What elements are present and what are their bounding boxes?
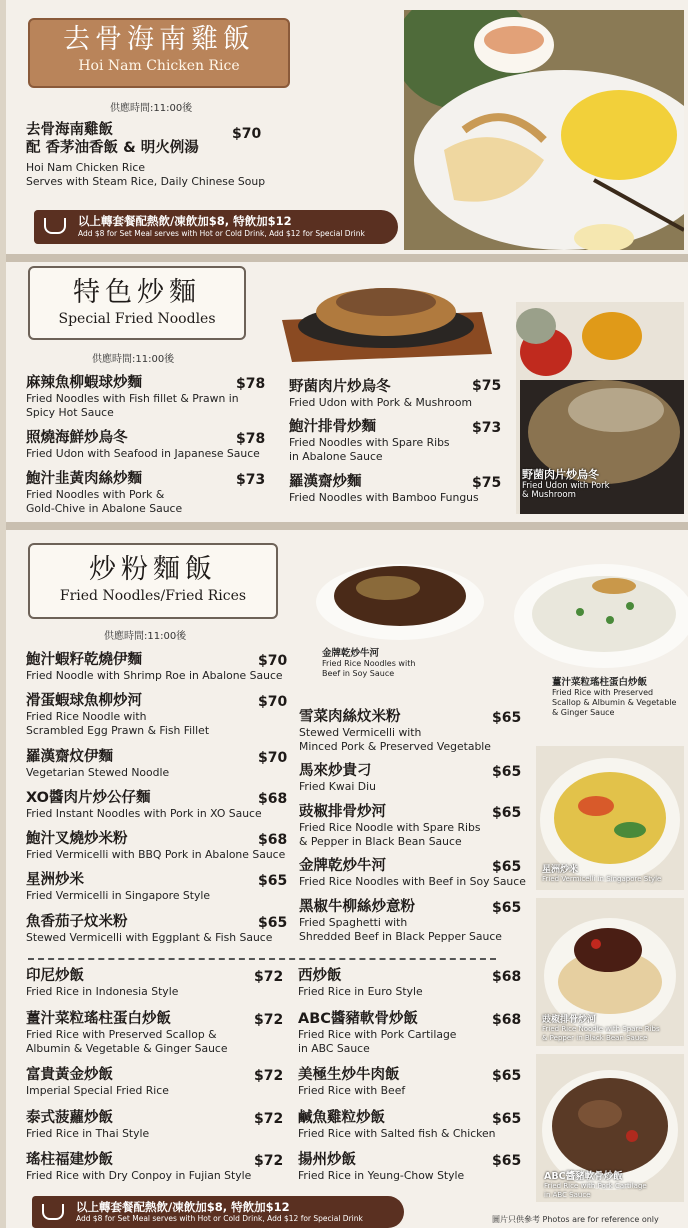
item-name-zh: 羅漢齋炒麵	[289, 474, 362, 490]
item-price: $72	[254, 1012, 284, 1028]
rice-title-en: Fried Noodles/Fried Rices	[59, 588, 247, 604]
item-subtitle-zh: 配 香茅油香飯 & 明火例湯	[26, 140, 199, 156]
sizzling-noodles-photo	[282, 272, 492, 364]
list-item	[26, 692, 209, 737]
list-item	[26, 967, 178, 999]
item-price: $78	[236, 431, 266, 447]
item-price: $70	[258, 694, 288, 710]
item-desc-en: Fried Udon with Seafood in Japanese Sauce	[26, 447, 260, 460]
item-desc-en: Scrambled Egg Prawn & Fish Fillet	[26, 723, 210, 737]
spare-rib-photo-caption	[542, 1012, 660, 1043]
item-price: $65	[492, 710, 522, 726]
caption-en: Scallop & Albumin & Vegetable	[552, 698, 677, 707]
item-desc-en: Gold-Chive in Abalone Sauce	[26, 501, 183, 515]
item-desc-en: & Pepper in Black Bean Sauce	[299, 834, 462, 848]
item-price: $68	[492, 1012, 522, 1028]
list-item	[298, 1066, 405, 1098]
list-item	[298, 1109, 496, 1141]
item-desc-en: Fried Kwai Diu	[299, 780, 376, 793]
noodles-title-en: Special Fried Noodles	[58, 311, 216, 327]
set-meal-banner-bottom	[32, 1196, 404, 1228]
caption-en: in ABC Sauce	[544, 1191, 591, 1199]
item-desc-en: Fried Rice Noodle with	[26, 710, 147, 723]
list-item	[26, 1151, 251, 1183]
item-name-zh: 麻辣魚柳蝦球炒麵	[26, 375, 142, 391]
item-desc-en: Fried Instant Noodles with Pork in XO Sauce	[26, 807, 262, 820]
item-desc-en: Fried Rice with Beef	[298, 1084, 406, 1097]
item-desc-en: Minced Pork & Preserved Vegetable	[299, 739, 491, 753]
item-name-zh: 鮑汁蝦籽乾燒伊麵	[26, 652, 142, 668]
item-desc-en: Fried Noodles with Spare Ribs	[289, 436, 450, 449]
banner-text-zh: 以上轉套餐配熱飲/凍飲加$8, 特飲加$12	[78, 214, 292, 228]
item-name-zh: 星洲炒米	[26, 872, 84, 888]
banner-text-en: Add $8 for Set Meal serves with Hot or Cold Drink, Add $12 for Special Drink	[76, 1214, 363, 1223]
item-price: $65	[258, 915, 288, 931]
hainan-title-en: Hoi Nam Chicken Rice	[78, 58, 240, 74]
item-price: $65	[258, 873, 288, 889]
list-item	[26, 1010, 228, 1055]
list-item	[26, 1109, 149, 1141]
list-item	[26, 871, 210, 903]
item-price: $72	[254, 1111, 284, 1127]
singapore-photo-caption	[542, 862, 661, 884]
item-desc-en: Fried Vermicelli in Singapore Style	[26, 889, 211, 902]
banner-text-zh: 以上轉套餐配熱飲/凍飲加$8, 特飲加$12	[76, 1200, 290, 1214]
item-price: $75	[472, 475, 502, 491]
list-item	[26, 913, 272, 945]
item-name-zh: 羅漢齋炆伊麵	[26, 749, 113, 765]
caption-zh: 薑汁菜粒瑤柱蛋白炒飯	[552, 677, 648, 688]
item-price: $65	[492, 805, 522, 821]
hainan-chicken-photo	[404, 10, 684, 250]
list-item	[26, 748, 169, 780]
list-item	[26, 429, 260, 461]
list-item	[26, 1066, 169, 1098]
item-desc-en: Fried Noodles with Bamboo Fungus	[289, 491, 479, 504]
list-item	[298, 967, 423, 999]
item-price: $65	[492, 859, 522, 875]
caption-zh: ABC醬豬軟骨炒飯	[544, 1171, 623, 1182]
noodles-hours: 供應時間:11:00後	[92, 354, 175, 365]
photo-reference-note: 圖片只供參考 Photos are for reference only	[492, 1215, 659, 1224]
item-desc-en: Stewed Vermicelli with Eggplant & Fish Sauce	[26, 931, 273, 944]
caption-zh: 金牌乾炒牛河	[322, 648, 380, 659]
item-name-zh: 去骨海南雞飯	[26, 122, 113, 138]
beef-noodle-caption	[322, 649, 415, 679]
hainan-title-zh: 去骨海南雞飯	[63, 24, 255, 55]
list-item	[298, 1010, 456, 1055]
item-desc-en: Albumin & Vegetable & Ginger Sauce	[26, 1041, 228, 1055]
item-name-zh: 揚州炒飯	[298, 1152, 356, 1168]
item-name-zh: XO醬肉片炒公仔麵	[26, 790, 151, 806]
noodles-title-box	[28, 266, 246, 340]
list-item	[299, 762, 376, 794]
item-name-zh: 黑椒牛柳絲炒意粉	[299, 899, 415, 915]
coffee-cup-icon	[42, 1204, 64, 1220]
item-desc-en: Imperial Special Fried Rice	[26, 1084, 169, 1097]
item-desc-en: Fried Vermicelli with BBQ Pork in Abalone Sauce	[26, 848, 286, 861]
item-name-zh: 豉椒排骨炒河	[299, 804, 386, 820]
beef-noodle-photo	[308, 552, 498, 644]
item-name-zh: 鹹魚雞粒炒飯	[298, 1110, 385, 1126]
item-price: $65	[492, 900, 522, 916]
caption-en: Fried Rice Noodle with Spare Ribs	[542, 1025, 660, 1033]
item-desc-en: Fried Noodles with Pork &	[26, 488, 165, 501]
set-meal-banner-top	[34, 210, 398, 244]
section-divider	[28, 958, 496, 960]
list-item	[289, 473, 479, 505]
section-separator	[6, 254, 688, 262]
caption-zh: 星洲炒米	[542, 865, 579, 875]
abc-rice-photo-caption	[544, 1168, 647, 1200]
item-desc-en: Fried Rice in Thai Style	[26, 1127, 150, 1140]
list-item	[26, 651, 283, 683]
coffee-cup-icon	[44, 218, 66, 234]
item-desc-en: Fried Rice with Dry Conpoy in Fujian Style	[26, 1169, 252, 1182]
item-price: $72	[254, 1068, 284, 1084]
list-item	[26, 830, 288, 862]
item-name-zh: 鮑汁排骨炒麵	[289, 419, 376, 435]
list-item	[289, 418, 450, 463]
item-name-zh: ABC醬豬軟骨炒飯	[298, 1011, 418, 1027]
hainan-title-box	[28, 18, 290, 88]
item-price: $70	[258, 750, 288, 766]
item-price: $72	[254, 1153, 284, 1169]
item-desc-en: Vegetarian Stewed Noodle	[26, 766, 170, 779]
hainan-hours: 供應時間:11:00後	[110, 103, 193, 114]
caption-en: & Mushroom	[522, 490, 576, 500]
caption-en: Beef in Soy Sauce	[322, 669, 395, 678]
caption-en: Fried Rice Noodles with	[322, 659, 416, 668]
item-name-zh: 雪菜肉絲炆米粉	[299, 709, 401, 725]
item-desc-en: Spicy Hot Sauce	[26, 405, 114, 419]
item-desc-en: Fried Rice with Pork Cartilage	[298, 1028, 457, 1041]
caption-en: Fried Rice with Preserved	[552, 688, 654, 697]
list-item	[298, 1151, 464, 1183]
item-desc-en: Fried Rice Noodle with Spare Ribs	[299, 821, 481, 834]
rice-title-zh: 炒粉麵飯	[89, 554, 217, 585]
caption-en: Fried Vermicelli in Singapore Style	[542, 875, 662, 883]
hainan-item	[26, 121, 265, 188]
item-name-zh: 金牌乾炒牛河	[299, 858, 386, 874]
menu-page	[6, 0, 688, 1228]
caption-en: & Pepper in Black Bean Sauce	[542, 1034, 648, 1042]
item-name-zh: 美極生炒牛肉飯	[298, 1067, 400, 1083]
item-desc-en: Fried Rice with Salted fish & Chicken	[298, 1127, 496, 1140]
item-price: $65	[492, 1111, 522, 1127]
item-desc-en: Shredded Beef in Black Pepper Sauce	[299, 929, 502, 943]
item-name-zh: 薑汁菜粒瑤柱蛋白炒飯	[26, 1011, 171, 1027]
caption-en: & Ginger Sauce	[552, 708, 615, 717]
item-desc-en: Fried Rice in Yeung-Chow Style	[298, 1169, 465, 1182]
caption-zh: 豉椒排骨炒河	[542, 1015, 597, 1025]
item-desc-en: Fried Rice Noodles with Beef in Soy Sauce	[299, 875, 526, 888]
item-name-zh: 鮑汁韭黃肉絲炒麵	[26, 471, 142, 487]
item-name-zh: 瑤柱福建炒飯	[26, 1152, 113, 1168]
item-name-zh: 照燒海鮮炒烏冬	[26, 430, 128, 446]
rice-hours: 供應時間:11:00後	[104, 631, 187, 642]
item-name-zh: 西炒飯	[298, 968, 342, 984]
list-item	[26, 374, 239, 419]
item-name-zh: 泰式菠蘿炒飯	[26, 1110, 113, 1126]
item-name-zh: 魚香茄子炆米粉	[26, 914, 128, 930]
item-name-zh: 鮑汁叉燒炒米粉	[26, 831, 128, 847]
item-desc-en: Fried Spaghetti with	[299, 916, 408, 929]
list-item	[299, 708, 491, 753]
banner-text-en: Add $8 for Set Meal serves with Hot or Cold Drink, Add $12 for Special Drink	[78, 229, 365, 238]
scallop-rice-photo	[510, 560, 688, 674]
item-desc-en: Stewed Vermicelli with	[299, 726, 422, 739]
hainan-price: $70	[232, 126, 262, 142]
list-item	[299, 803, 480, 848]
rice-title-box	[28, 543, 278, 619]
item-price: $72	[254, 969, 284, 985]
item-price: $68	[492, 969, 522, 985]
item-name-en: Hoi Nam Chicken Rice	[26, 161, 145, 174]
udon-photo-caption	[522, 466, 610, 500]
noodles-title-zh: 特色炒麵	[73, 277, 201, 308]
section-separator	[6, 522, 688, 530]
item-price: $70	[258, 653, 288, 669]
item-price: $68	[258, 791, 288, 807]
item-price: $68	[258, 832, 288, 848]
item-desc-en: in ABC Sauce	[298, 1041, 370, 1055]
item-desc-en: Fried Noodle with Shrimp Roe in Abalone Sauce	[26, 669, 283, 682]
item-price: $73	[472, 420, 502, 436]
item-price: $73	[236, 472, 266, 488]
list-item	[26, 470, 182, 515]
scallop-rice-caption	[552, 678, 676, 718]
item-desc-en: Fried Rice in Indonesia Style	[26, 985, 179, 998]
list-item	[299, 898, 502, 943]
caption-zh: 野菌肉片炒烏冬	[522, 468, 599, 481]
item-price: $65	[492, 764, 522, 780]
item-desc-en: Fried Udon with Pork & Mushroom	[289, 396, 473, 409]
item-price: $75	[472, 378, 502, 394]
list-item	[289, 378, 472, 410]
list-item	[26, 789, 262, 821]
item-name-zh: 滑蛋蝦球魚柳炒河	[26, 693, 142, 709]
item-price: $78	[236, 376, 266, 392]
item-name-zh: 野菌肉片炒烏冬	[289, 379, 391, 395]
item-price: $65	[492, 1153, 522, 1169]
item-desc-en: in Abalone Sauce	[289, 449, 383, 463]
caption-en: Fried Udon with Pork	[522, 481, 610, 491]
caption-en: Fried Rice with Pork Cartilage	[544, 1182, 647, 1190]
item-desc-en: Fried Noodles with Fish fillet & Prawn in	[26, 392, 239, 405]
item-name-zh: 馬來炒貴刁	[299, 763, 372, 779]
item-desc-en: Fried Rice with Preserved Scallop &	[26, 1028, 217, 1041]
item-name-zh: 富貴黃金炒飯	[26, 1067, 113, 1083]
item-desc-en: Fried Rice in Euro Style	[298, 985, 423, 998]
item-name-zh: 印尼炒飯	[26, 968, 84, 984]
item-price: $65	[492, 1068, 522, 1084]
item-desc-en: Serves with Steam Rice, Daily Chinese Soup	[26, 174, 266, 188]
